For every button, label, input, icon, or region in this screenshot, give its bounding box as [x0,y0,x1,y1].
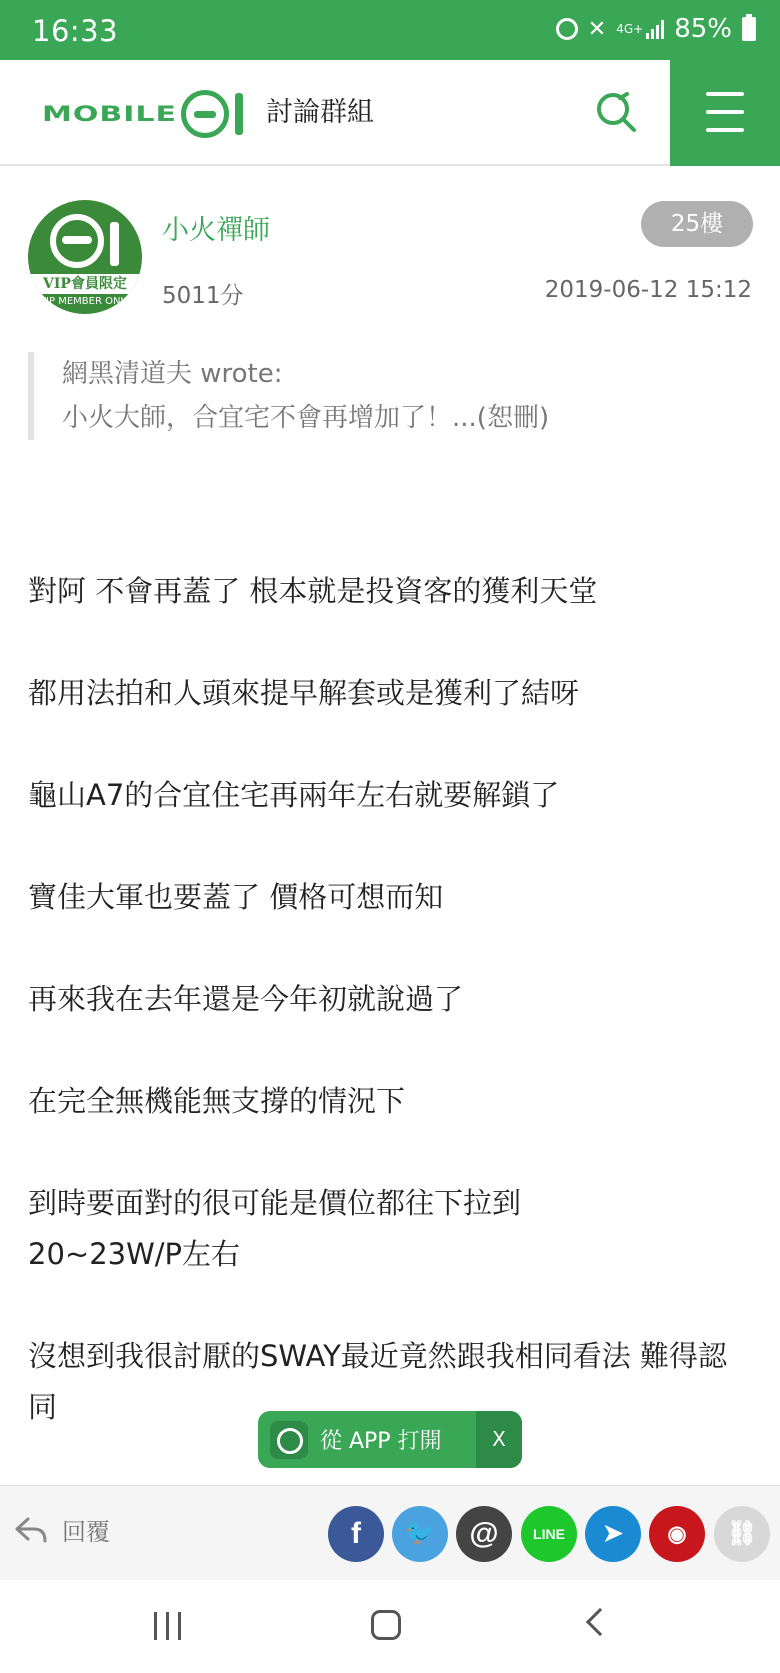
recents-button[interactable] [154,1612,181,1640]
home-button[interactable] [371,1610,401,1640]
twitter-icon: 🐦 [405,1520,435,1547]
open-in-app-label: 從 APP 打開 [320,1429,442,1454]
logo-bar-icon [235,93,243,135]
post-content [28,566,752,1484]
avatar-face-icon [50,214,104,268]
quoted-reply [28,352,748,440]
post-username[interactable]: 小火禪師 [162,215,270,246]
recents-icon [154,1612,157,1640]
logo-face-icon [181,90,229,138]
post-paragraph: 沒想到我很討厭的SWAY最近竟然跟我相同看法 難得認同 [28,1339,728,1424]
avatar-vip-sublabel: VIP MEMBER ONLY [39,296,131,307]
app-logo-icon [270,1421,308,1459]
reply-button[interactable] [14,1512,110,1547]
reply-icon [14,1515,48,1545]
site-header [0,60,780,166]
search-button[interactable] [594,90,638,134]
alarm-icon [556,18,578,40]
quote-author: 網黑清道夫 wrote: [62,359,283,389]
facebook-icon: f [351,1517,361,1550]
post-paragraph: 再來我在去年還是今年初就說過了 [28,982,464,1016]
status-time: 16:33 [32,14,119,48]
menu-button[interactable] [670,60,780,166]
system-nav-bar [0,1580,780,1673]
share-facebook-button[interactable] [328,1506,384,1562]
hamburger-menu-icon [706,92,744,96]
section-title[interactable]: 討論群組 [266,97,374,128]
post-paragraph: 對阿 不會再蓋了 根本就是投資客的獲利天堂 [28,574,598,608]
back-button[interactable] [586,1608,614,1636]
post-timestamp: 2019-06-12 15:12 [544,277,752,303]
mobile01-logo[interactable] [42,90,243,138]
battery-percent: 85% [674,14,732,44]
line-icon: LINE [533,1526,565,1542]
recents-icon-bar [166,1612,169,1640]
share-threads-button[interactable] [456,1506,512,1562]
mute-icon: ✕ [587,16,607,42]
post-paragraph: 在完全無機能無支撐的情況下 [28,1084,406,1118]
status-bar [0,0,780,60]
avatar-bar-icon [110,222,119,266]
quote-text: 小火大師，合宜宅不會再增加了！...(恕刪) [62,403,550,433]
copy-link-button[interactable] [714,1506,770,1562]
post-paragraph: 都用法拍和人頭來提早解套或是獲利了結呀 [28,676,580,710]
share-twitter-button[interactable] [392,1506,448,1562]
post-action-bar [0,1485,780,1580]
hamburger-line [706,110,744,114]
floor-badge[interactable]: 25樓 [641,201,753,247]
telegram-icon: ➤ [602,1520,624,1547]
logo-wordmark: MOBILE [42,101,177,127]
share-telegram-button[interactable] [585,1506,641,1562]
threads-icon: @ [469,1517,499,1550]
open-in-app-banner[interactable] [258,1411,522,1468]
status-icons [556,14,756,44]
share-line-button[interactable] [521,1506,577,1562]
post-user-points: 5011分 [162,283,244,309]
link-icon: ⛓ [726,1520,758,1547]
close-banner-button[interactable]: X [476,1411,522,1468]
battery-icon [742,17,756,41]
reply-label: 回覆 [62,1518,110,1546]
share-weibo-button[interactable] [649,1506,705,1562]
recents-icon-bar [178,1612,181,1640]
weibo-icon: ◉ [667,1521,687,1546]
signal-icon [646,19,664,39]
hamburger-line [706,128,744,132]
post-paragraph: 到時要面對的很可能是價位都往下拉到 20~23W/P左右 [28,1186,522,1271]
avatar[interactable] [28,200,142,314]
post-paragraph: 龜山A7的合宜住宅再兩年左右就要解鎖了 [28,778,560,812]
post-paragraph: 寶佳大軍也要蓋了 價格可想而知 [28,880,444,914]
search-icon [594,90,638,134]
network-type-icon: 4G+ [616,21,644,36]
avatar-vip-label: VIP會員限定 [28,274,142,294]
